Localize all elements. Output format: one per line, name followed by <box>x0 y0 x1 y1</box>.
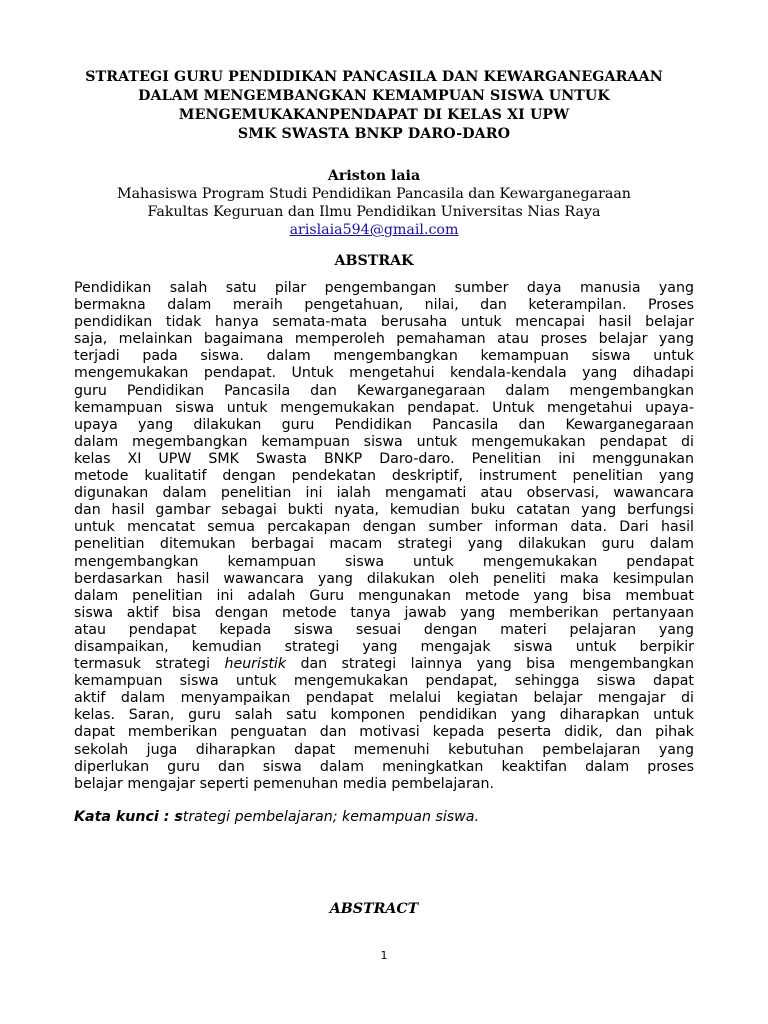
abstrak-line: aktif dalam menyampaikan pendapat melalui kegiatan belajar mengajar di <box>74 690 694 707</box>
abstrak-body <box>74 280 694 793</box>
page-number: 1 <box>380 949 388 962</box>
abstrak-line: diperlukan guru dan siswa dalam meningkatkan keaktifan dalam proses <box>74 758 694 775</box>
abstrak-line: saja, melainkan bagaimana memperoleh pemahaman atau proses belajar yang <box>74 331 694 348</box>
abstrak-heading: ABSTRAK <box>334 253 414 269</box>
title-line: STRATEGI GURU PENDIDIKAN PANCASILA DAN KEWARGANEGARAAN <box>85 69 663 85</box>
keywords <box>74 808 694 826</box>
title-line: MENGEMUKAKANPENDAPAT DI KELAS XI UPW <box>178 107 570 123</box>
abstrak-line: kemampuan siswa untuk mengemukakan pendapat, sehingga siswa dapat <box>74 673 694 690</box>
abstrak-line: disampaikan, kemudian strategi yang mengajak siswa untuk berpikir <box>74 638 694 655</box>
abstrak-italic-term: heuristik <box>224 656 287 673</box>
abstrak-line: siswa aktif bisa dengan metode tanya jawab yang memberikan pertanyaan <box>74 604 694 621</box>
abstrak-line: belajar mengajar seperti pemenuhan media pembelajaran. <box>74 775 495 792</box>
abstrak-line: dan hasil gambar sebagai bukti nyata, kemudian buku catatan yang berfungsi <box>74 502 694 519</box>
abstrak-line-heuristik <box>74 656 694 673</box>
abstract-english-heading: ABSTRACT <box>329 901 419 917</box>
abstrak-line: Pendidikan salah satu pilar pengembangan sumber daya manusia yang <box>74 280 694 296</box>
abstrak-line: penelitian ditemukan berbagai macam strategi yang dilakukan guru dalam <box>74 536 694 553</box>
author-email-link[interactable]: arislaia594@gmail.com <box>289 222 459 238</box>
abstrak-line: metode kualitatif dengan pendekatan deskriptif, instrument penelitian yang <box>74 468 694 485</box>
paper-title <box>40 68 708 144</box>
abstrak-line: mengembangkan kemampuan siswa untuk mengemukakan pendapat <box>74 553 694 570</box>
abstrak-line: upaya yang dilakukan guru Pendidikan Pancasila dan Kewarganegaraan <box>74 416 694 433</box>
keywords-label: Kata kunci : s <box>74 809 183 825</box>
abstrak-line: untuk mencatat semua percakapan dengan sumber informan data. Dari hasil <box>74 519 694 536</box>
affiliation-program: Mahasiswa Program Studi Pendidikan Pancasila dan Kewarganegaraan <box>117 186 631 202</box>
abstrak-line: kemampuan siswa untuk mengemukakan pendapat. Untuk mengetahui upaya- <box>74 399 694 416</box>
abstrak-line: mengemukakan pendapat. Untuk mengetahui kendala-kendala yang dihadapi <box>74 365 694 382</box>
abstrak-line: guru Pendidikan Pancasila dan Kewarganegaraan dalam mengembangkan <box>74 382 694 399</box>
abstrak-line: dalam penelitian ini adalah Guru mengunakan metode yang bisa membuat <box>74 587 694 604</box>
title-line: SMK SWASTA BNKP DARO-DARO <box>237 126 511 142</box>
abstrak-line: terjadi pada siswa. dalam mengembangkan kemampuan siswa untuk <box>74 348 694 365</box>
author-block <box>40 167 708 239</box>
abstrak-line: kelas. Saran, guru salah satu komponen pendidikan yang diharapkan untuk <box>74 707 694 724</box>
abstrak-line: berdasarkan hasil wawancara yang dilakukan oleh peneliti maka kesimpulan <box>74 570 694 587</box>
abstrak-line: sekolah juga diharapkan dapat memenuhi kebutuhan pembelajaran yang <box>74 741 694 758</box>
abstrak-text: termasuk strategi <box>74 656 225 673</box>
affiliation-faculty: Fakultas Keguruan dan Ilmu Pendidikan Universitas Nias Raya <box>147 204 601 220</box>
author-name: Ariston laia <box>327 168 421 184</box>
abstrak-line: dalam megembangkan kemampuan siswa untuk mengemukakan pendapat di <box>74 433 694 450</box>
abstrak-line: digunakan dalam penelitian ini ialah mengamati atau observasi, wawancara <box>74 485 694 502</box>
title-line: DALAM MENGEMBANGKAN KEMAMPUAN SISWA UNTUK <box>138 88 610 104</box>
abstrak-text: dan strategi lainnya yang bisa mengembangkan <box>286 656 694 673</box>
abstrak-line: pendidikan tidak hanya semata-mata berusaha untuk mencapai hasil belajar <box>74 314 694 331</box>
abstrak-line: atau pendapat kepada siswa sesuai dengan materi pelajaran yang <box>74 621 694 638</box>
abstrak-line: bermakna dalam meraih pengetahuan, nilai, dan keterampilan. Proses <box>74 297 694 314</box>
abstrak-line: dapat memberikan penguatan dan motivasi kepada peserta didik, dan pihak <box>74 724 694 741</box>
keywords-text: trategi pembelajaran; kemampuan siswa. <box>182 809 479 825</box>
abstrak-line: kelas XI UPW SMK Swasta BNKP Daro-daro. Penelitian ini menggunakan <box>74 450 694 467</box>
